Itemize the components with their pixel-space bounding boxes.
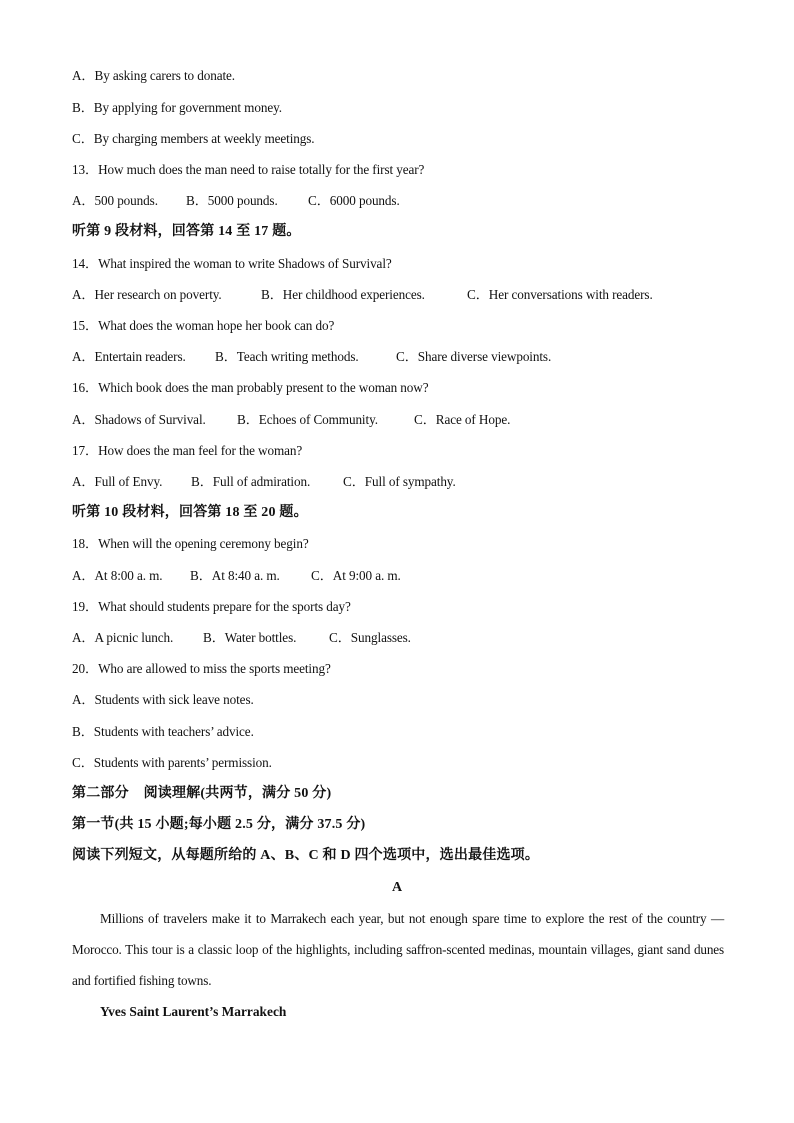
question-17: 17．How does the man feel for the woman? xyxy=(72,443,303,458)
part-two-heading: 第二部分 阅读理解(共两节，满分 50 分) xyxy=(72,786,332,801)
passage-paragraph: Millions of travelers make it to Marrakech each year, but not enough spare time to explore the rest of the country — Morocco. This tour is a classic loop of the highlights, including saffron-scented medinas, mountain villages, giant sand dunes and fortified fishing towns. xyxy=(72,911,724,988)
q19-option-a: A．A picnic lunch. xyxy=(72,630,174,645)
question-13-options xyxy=(72,192,400,210)
q18-option-c: C．At 9:00 a. m. xyxy=(311,568,401,583)
question-17-options xyxy=(72,473,456,491)
q17-option-c: C．Full of sympathy. xyxy=(343,474,456,489)
q15-option-a: A．Entertain readers. xyxy=(72,349,186,364)
q16-option-c: C．Race of Hope. xyxy=(414,412,511,427)
q13-option-c: C．6000 pounds. xyxy=(308,193,400,208)
q14-option-a: A．Her research on poverty. xyxy=(72,287,222,302)
q14-option-b: B．Her childhood experiences. xyxy=(261,287,425,302)
q12-option-c: C．By charging members at weekly meetings. xyxy=(72,131,315,146)
question-16-options xyxy=(72,411,510,429)
q16-option-b: B．Echoes of Community. xyxy=(237,412,378,427)
question-13: 13．How much does the man need to raise totally for the first year? xyxy=(72,162,425,177)
question-20: 20．Who are allowed to miss the sports meeting? xyxy=(72,661,331,676)
q20-option-b: B．Students with teachers’ advice. xyxy=(72,724,254,739)
question-14: 14．What inspired the woman to write Shadows of Survival? xyxy=(72,256,392,271)
q16-option-a: A．Shadows of Survival. xyxy=(72,412,206,427)
q15-option-c: C．Share diverse viewpoints. xyxy=(396,349,552,364)
q14-option-c: C．Her conversations with readers. xyxy=(467,287,653,302)
question-16: 16．Which book does the man probably present to the woman now? xyxy=(72,380,429,395)
q17-option-a: A．Full of Envy. xyxy=(72,474,163,489)
section-one-heading: 第一节(共 15 小题;每小题 2.5 分，满分 37.5 分) xyxy=(72,817,366,832)
question-15-options xyxy=(72,348,551,366)
question-19-options xyxy=(72,629,411,647)
question-15: 15．What does the woman hope her book can do? xyxy=(72,318,335,333)
section-heading-10: 听第 10 段材料，回答第 18 至 20 题。 xyxy=(72,505,308,520)
q13-option-b: B．5000 pounds. xyxy=(186,193,278,208)
question-18: 18．When will the opening ceremony begin? xyxy=(72,536,309,551)
question-14-options xyxy=(72,286,653,304)
q19-option-b: B．Water bottles. xyxy=(203,630,297,645)
reading-instructions: 阅读下列短文，从每题所给的 A、B、C 和 D 四个选项中，选出最佳选项。 xyxy=(72,848,540,863)
q18-option-b: B．At 8:40 a. m. xyxy=(190,568,280,583)
section-heading-9: 听第 9 段材料，回答第 14 至 17 题。 xyxy=(72,224,301,239)
passage-label: A xyxy=(391,880,403,895)
passage-subheading: Yves Saint Laurent’s Marrakech xyxy=(100,1004,287,1019)
question-19: 19．What should students prepare for the sports day? xyxy=(72,599,351,614)
q13-option-a: A．500 pounds. xyxy=(72,193,158,208)
question-18-options xyxy=(72,567,401,585)
q15-option-b: B．Teach writing methods. xyxy=(215,349,359,364)
q17-option-b: B．Full of admiration. xyxy=(191,474,311,489)
q12-option-a: A．By asking carers to donate. xyxy=(72,68,235,83)
q20-option-c: C．Students with parents’ permission. xyxy=(72,755,272,770)
q12-option-b: B．By applying for government money. xyxy=(72,100,282,115)
q20-option-a: A．Students with sick leave notes. xyxy=(72,692,254,707)
q18-option-a: A．At 8:00 a. m. xyxy=(72,568,163,583)
q19-option-c: C．Sunglasses. xyxy=(329,630,411,645)
